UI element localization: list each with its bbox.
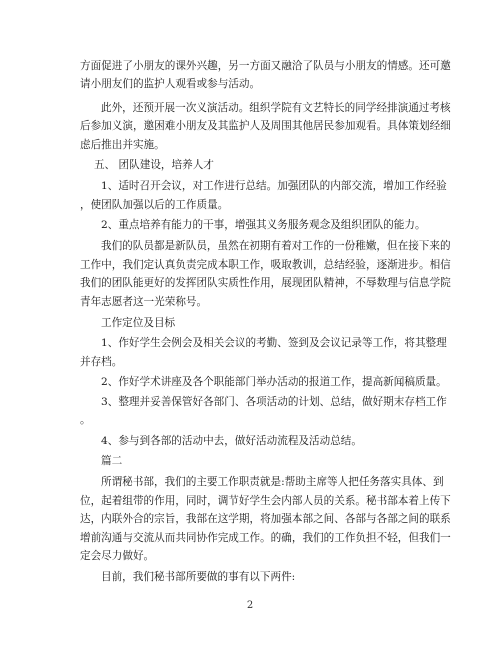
text-line: 。 bbox=[80, 414, 91, 426]
section-heading: 篇二 bbox=[101, 455, 123, 467]
section-heading: 五、 团队建设，培养人才 bbox=[94, 159, 214, 171]
text-line: 3、整理并妥善保管好各部门、各项活动的计划、总结，做好期末存档工作 bbox=[101, 396, 447, 408]
text-line: 我们的队员都是新队员，虽然在初期有着对工作的一份稚嫩，但在接下来的 bbox=[101, 240, 451, 252]
text-line: 方面促进了小朋友的课外兴趣，另一方面又融洽了队员与小朋友的情感。还可邀 bbox=[80, 60, 451, 72]
text-line: 目前，我们秘书部所要做的事有以下两件: bbox=[101, 571, 296, 583]
text-line: 我们的团队能更好的发挥团队实质性作用，展现团队精神，不辱数理与信息学院 bbox=[80, 277, 451, 289]
text-line: 后参加义演，邀困难小朋友及其监护人及周围其他居民参加观看。具体策划经细 bbox=[80, 120, 451, 132]
text-line: 增前沟通与交流从而共同协作完成工作。的确，我们的工作负担不轻，但我们一 bbox=[80, 532, 451, 544]
text-line: 2、重点培养有能力的干事，增强其义务服务观念及组织团队的能力。 bbox=[101, 219, 426, 231]
text-line: 达，内联外合的宗旨，我部在这学期，将加强本部之间、各部与各部之间的联系 bbox=[80, 513, 451, 525]
text-line: 4、参与到各部的活动中去，做好活动流程及活动总结。 bbox=[101, 435, 362, 447]
text-line: 1、适时召开会议，对工作进行总结。加强团队的内部交流，增加工作经验 bbox=[101, 180, 447, 192]
text-line: 虑后推出并实施。 bbox=[80, 139, 165, 151]
text-line: ，使团队加强以后的工作质量。 bbox=[80, 199, 229, 211]
text-line: 2、作好学术讲座及各个职能部门举办活动的报道工作，提高新闻稿质量。 bbox=[101, 376, 447, 388]
text-line: 工作中，我们定认真负责完成本职工作，吸取教训，总结经验，逐渐进步。相信 bbox=[80, 259, 451, 271]
text-line: 此外，还预开展一次义演活动。组织学院有文艺特长的同学经排演通过考核 bbox=[101, 102, 451, 114]
text-line: 1、作好学生会例会及相关会议的考勤、签到及会议记录等工作，将其整理 bbox=[101, 337, 447, 349]
text-line: 位，起着组带的作用，同时，调节好学生会内部人员的关系。秘书部本着上传下 bbox=[80, 495, 451, 507]
text-line: 所谓秘书部，我们的主要工作职责就是:帮助主席等人把任务落实具体、到 bbox=[101, 476, 444, 488]
page-number: 2 bbox=[246, 600, 254, 611]
text-line: 青年志愿者这一光荣称号。 bbox=[80, 296, 208, 308]
text-line: 并存档。 bbox=[80, 356, 123, 368]
section-heading: 工作定位及目标 bbox=[101, 317, 176, 329]
text-line: 定会尽力做好。 bbox=[80, 550, 155, 562]
text-line: 请小朋友们的监护人观看或参与活动。 bbox=[80, 78, 261, 90]
